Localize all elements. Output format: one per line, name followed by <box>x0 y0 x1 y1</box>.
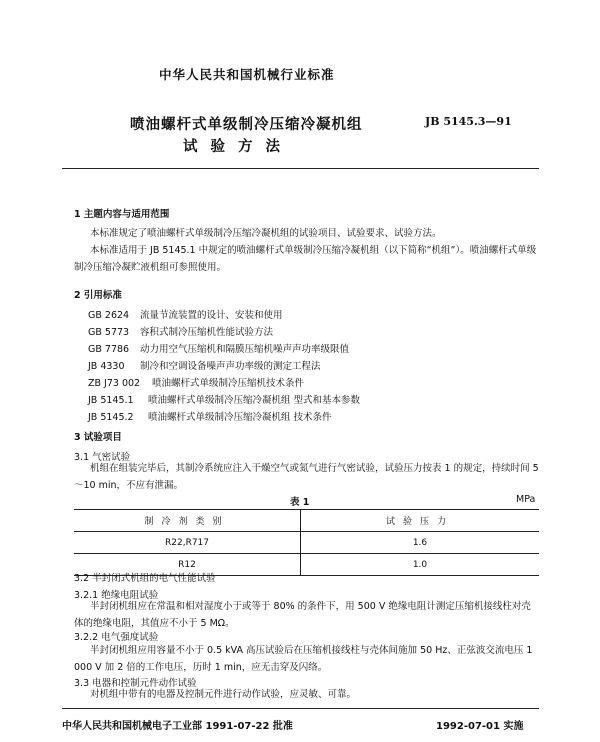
section-3-heading: 3 试验项目 <box>74 432 122 443</box>
reference-code: JB 4330 <box>88 361 125 372</box>
subsection-3-3-text: 对机组中带有的电器及控制元件进行动作试验，应灵敏、可靠。 <box>90 689 357 700</box>
subsection-3-1-heading: 3.1 气密试验 <box>74 452 131 463</box>
document-subtitle: 试验方法 <box>183 139 293 155</box>
section-1-paragraph-1: 本标准规定了喷油螺杆式单级制冷压缩冷凝机组的试验项目、试验要求、试验方法。 <box>90 228 442 239</box>
reference-title: 喷油螺杆式单级制冷压缩冷凝机组 型式和基本参数 <box>148 395 361 406</box>
implementation-date: 1992-07-01 实施 <box>436 721 524 732</box>
standard-code: JB 5145.3—91 <box>425 115 512 128</box>
reference-title: 喷油螺杆式单级制冷压缩冷凝机组 技术条件 <box>148 412 332 423</box>
subsection-3-1-text: 机组在组装完毕后，其制冷系统应注入干燥空气或氮气进行气密试验，试验压力按表 1 的规定，持续时间 5～10 min，不应有泄漏。 <box>74 463 539 491</box>
footer-divider <box>62 708 539 709</box>
issuing-authority-header: 中华人民共和国机械行业标准 <box>159 67 335 82</box>
column-header-pressure: 试验压力 <box>301 510 540 532</box>
reference-code: ZB J73 002 <box>88 378 141 389</box>
header-divider <box>62 168 539 169</box>
section-1-paragraph-2: 本标准适用于 JB 5145.1 中规定的喷油螺杆式单级制冷压缩冷凝机组（以下简称“机组”）。喷油螺杆式单级制冷压缩冷凝贮液机组可参照使用。 <box>74 245 537 273</box>
reference-item <box>88 307 283 321</box>
table-cell-pressure: 1.0 <box>301 554 540 576</box>
column-header-refrigerant: 制冷剂类别 <box>74 510 301 532</box>
reference-item <box>88 409 332 423</box>
subsection-3-2-1-heading: 3.2.1 绝缘电阻试验 <box>74 590 159 601</box>
table-row <box>74 532 539 554</box>
section-2-heading: 2 引用标准 <box>74 290 122 301</box>
table-cell-pressure: 1.6 <box>301 532 540 554</box>
test-pressure-table <box>74 509 539 576</box>
document-title: 喷油螺杆式单级制冷压缩冷凝机组 <box>130 117 363 133</box>
reference-code: GB 5773 <box>88 327 130 338</box>
section-1-heading: 1 主题内容与适用范围 <box>74 209 170 220</box>
reference-item <box>88 392 360 406</box>
table-caption: 表 1 <box>290 497 310 508</box>
reference-item <box>88 341 349 355</box>
subsection-3-2-2-heading: 3.2.2 电气强度试验 <box>74 632 159 643</box>
table-header-row <box>74 510 539 532</box>
approval-statement: 中华人民共和国机械电子工业部 1991-07-22 批准 <box>62 721 293 732</box>
reference-title: 制冷和空调设备噪声声功率级的测定工程法 <box>140 361 321 372</box>
reference-item <box>88 358 321 372</box>
reference-code: JB 5145.2 <box>88 412 134 423</box>
reference-code: JB 5145.1 <box>88 395 134 406</box>
reference-code: GB 7786 <box>88 344 130 355</box>
subsection-3-2-1-text: 半封闭机组应在常温和相对湿度小于或等于 80% 的条件下，用 500 V 绝缘电阻计测定压缩机接线柱对壳体的绝缘电阻，其值应不小于 5 MΩ。 <box>74 601 531 629</box>
reference-title: 喷油螺杆式单级制冷压缩机技术条件 <box>152 378 305 389</box>
reference-title: 动力用空气压缩机和隔膜压缩机噪声声功率级限值 <box>140 344 350 355</box>
reference-code: GB 2624 <box>88 310 130 321</box>
subsection-3-3-heading: 3.3 电器和控制元件动作试验 <box>74 678 197 689</box>
subsection-3-2-heading: 3.2 半封闭式机组的电气性能试验 <box>74 573 216 584</box>
subsection-3-2-2-text: 半封闭机组应用容量不小于 0.5 kVA 高压试验后在压缩机接线柱与壳体间施加 50 Hz、正弦波交流电压 1 000 V 加 2 倍的工作电压，历时 1 min，应无击穿及闪络。 <box>74 645 533 673</box>
reference-item <box>88 375 304 389</box>
table-cell-refrigerant: R22,R717 <box>74 532 301 554</box>
reference-item <box>88 324 273 338</box>
table-cell-refrigerant: R12 <box>74 554 301 576</box>
reference-title: 容积式制冷压缩机性能试验方法 <box>140 327 274 338</box>
reference-title: 流量节流装置的设计、安装和使用 <box>140 310 283 321</box>
table-unit: MPa <box>516 494 536 505</box>
